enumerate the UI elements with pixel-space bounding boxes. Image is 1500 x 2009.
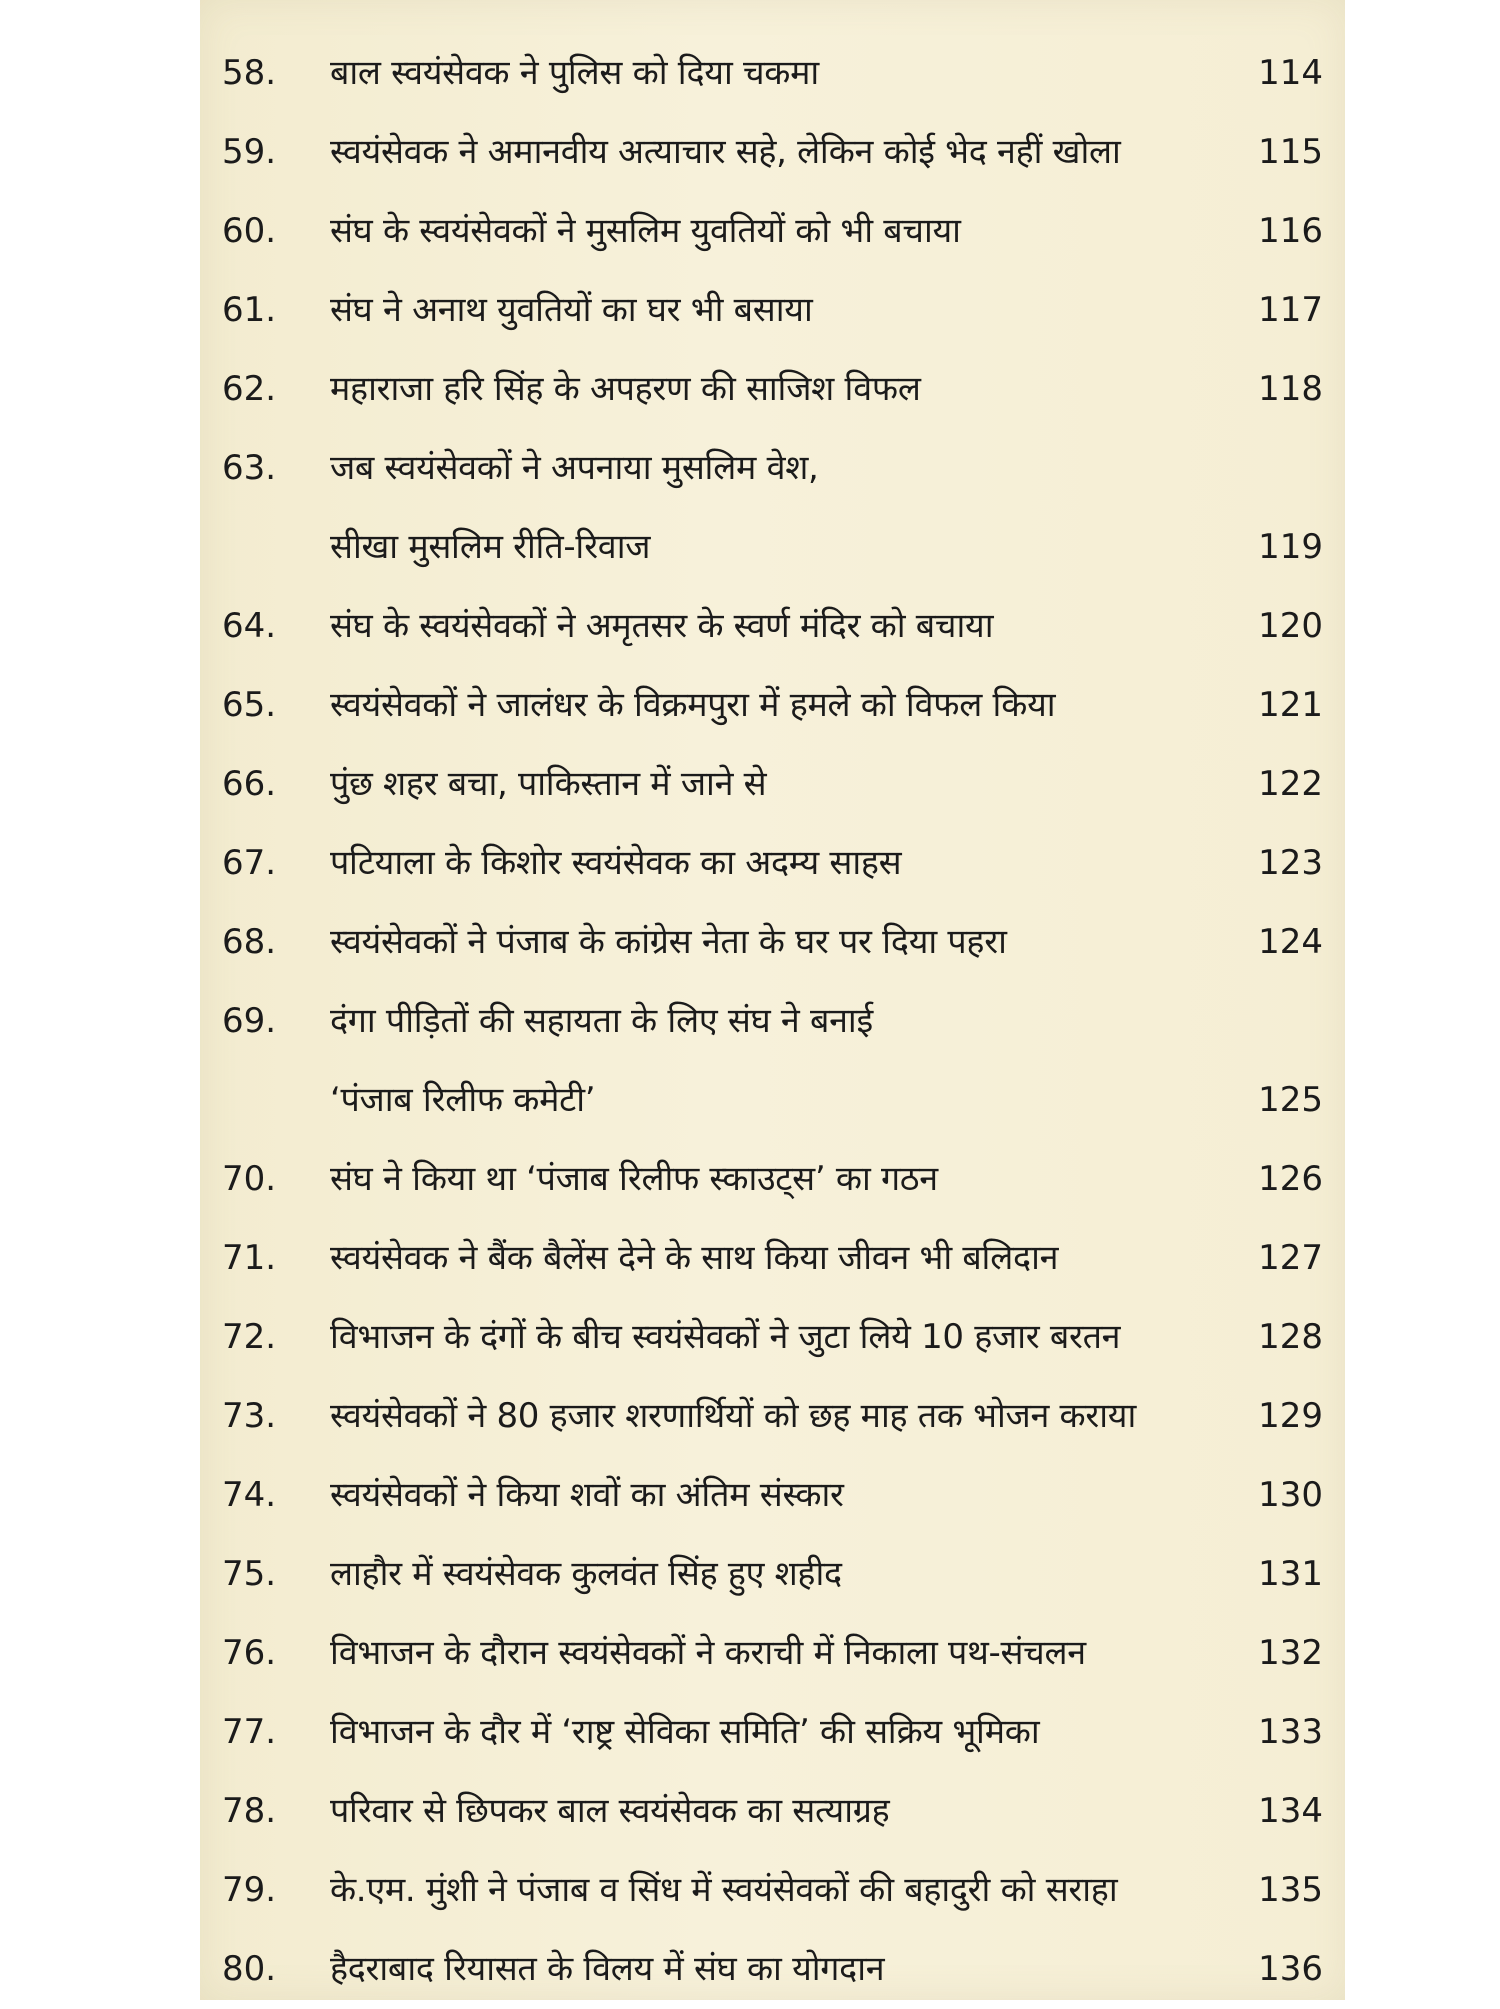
toc-entry [200, 1377, 1345, 1456]
toc-entry-title-line: दंगा पीड़ितों की सहायता के लिए संघ ने बनाई [330, 1001, 873, 1041]
toc-entry-page-number: 128 [1258, 1317, 1323, 1357]
toc-entry-page-number: 116 [1258, 211, 1323, 251]
toc-entry-title [330, 1219, 1233, 1298]
toc-entry [200, 1851, 1345, 1930]
toc-entry [200, 1456, 1345, 1535]
toc-entry-page-number: 129 [1258, 1396, 1323, 1436]
toc-entry-number: 79. [222, 1870, 277, 1910]
toc-entry-page-number: 118 [1258, 369, 1323, 409]
toc-entry-number: 68. [222, 922, 277, 962]
toc-entry-title [330, 1772, 1233, 1851]
toc-entry [200, 113, 1345, 192]
toc-entry-title [330, 429, 1233, 587]
toc-entry-page-number: 117 [1258, 290, 1323, 330]
toc-entry-title [330, 1851, 1233, 1930]
toc-entry-page-number: 133 [1258, 1712, 1323, 1752]
toc-entry-title [330, 1298, 1233, 1377]
toc-entry-title [330, 1930, 1233, 2009]
toc-entry-number: 62. [222, 369, 277, 409]
toc-entry [200, 982, 1345, 1140]
toc-entry-title [330, 1140, 1233, 1219]
toc-entry [200, 1219, 1345, 1298]
toc-entry-page-number: 124 [1258, 922, 1323, 962]
toc-entry-title [330, 982, 1233, 1140]
toc-entry-page-number: 123 [1258, 843, 1323, 883]
toc-entry-number: 66. [222, 764, 277, 804]
toc-entry-page-number: 131 [1258, 1554, 1323, 1594]
toc-entry-title-line: स्वयंसेवकों ने 80 हजार शरणार्थियों को छह माह तक भोजन कराया [330, 1396, 1136, 1436]
table-of-contents [200, 34, 1345, 2009]
book-page [200, 0, 1345, 2000]
toc-entry-title-line: संघ के स्वयंसेवकों ने अमृतसर के स्वर्ण मंदिर को बचाया [330, 606, 994, 646]
toc-entry-title [330, 1377, 1233, 1456]
toc-entry-title-line: सीखा मुसलिम रीति-रिवाज [330, 527, 651, 567]
toc-entry-page-number: 130 [1258, 1475, 1323, 1515]
toc-entry-number: 61. [222, 290, 277, 330]
toc-entry-title-line: पटियाला के किशोर स्वयंसेवक का अदम्य साहस [330, 843, 902, 883]
toc-entry-number: 71. [222, 1238, 277, 1278]
toc-entry-title-line: परिवार से छिपकर बाल स्वयंसेवक का सत्याग्रह [330, 1791, 890, 1831]
toc-entry-title-line: के.एम. मुंशी ने पंजाब व सिंध में स्वयंसेवकों की बहादुरी को सराहा [330, 1870, 1118, 1910]
toc-entry-title-line: बाल स्वयंसेवक ने पुलिस को दिया चकमा [330, 53, 819, 93]
toc-entry [200, 1930, 1345, 2009]
toc-entry-number: 78. [222, 1791, 277, 1831]
toc-entry-title [330, 1614, 1233, 1693]
toc-entry-title [330, 1535, 1233, 1614]
toc-entry-page-number: 134 [1258, 1791, 1323, 1831]
toc-entry-title [330, 824, 1233, 903]
toc-entry-number: 73. [222, 1396, 277, 1436]
toc-entry [200, 1772, 1345, 1851]
toc-entry-title-line: संघ के स्वयंसेवकों ने मुसलिम युवतियों को भी बचाया [330, 211, 961, 251]
toc-entry [200, 1140, 1345, 1219]
toc-entry [200, 666, 1345, 745]
toc-entry-title-line: स्वयंसेवक ने बैंक बैलेंस देने के साथ किया जीवन भी बलिदान [330, 1238, 1059, 1278]
toc-entry-page-number: 132 [1258, 1633, 1323, 1673]
toc-entry-page-number: 125 [1258, 1080, 1323, 1120]
toc-entry-title-line: विभाजन के दौरान स्वयंसेवकों ने कराची में निकाला पथ-संचलन [330, 1633, 1086, 1673]
toc-entry-title-line: संघ ने अनाथ युवतियों का घर भी बसाया [330, 290, 813, 330]
toc-entry-number: 64. [222, 606, 277, 646]
toc-entry-title [330, 1456, 1233, 1535]
toc-entry-page-number: 121 [1258, 685, 1323, 725]
toc-entry-page-number: 127 [1258, 1238, 1323, 1278]
toc-entry-title [330, 587, 1233, 666]
toc-entry-title-line: स्वयंसेवकों ने जालंधर के विक्रमपुरा में हमले को विफल किया [330, 685, 1056, 725]
toc-entry [200, 192, 1345, 271]
toc-entry-title [330, 666, 1233, 745]
toc-entry-number: 77. [222, 1712, 277, 1752]
toc-entry-number: 58. [222, 53, 277, 93]
toc-entry-page-number: 135 [1258, 1870, 1323, 1910]
toc-entry-number: 76. [222, 1633, 277, 1673]
toc-entry-title-line: स्वयंसेवक ने अमानवीय अत्याचार सहे, लेकिन कोई भेद नहीं खोला [330, 132, 1121, 172]
toc-entry-title-line: विभाजन के दंगों के बीच स्वयंसेवकों ने जुटा लिये 10 हजार बरतन [330, 1317, 1121, 1357]
toc-entry [200, 350, 1345, 429]
toc-entry [200, 824, 1345, 903]
toc-entry [200, 1614, 1345, 1693]
toc-entry [200, 903, 1345, 982]
toc-entry-number: 75. [222, 1554, 277, 1594]
toc-entry-page-number: 120 [1258, 606, 1323, 646]
toc-entry-number: 69. [222, 1001, 277, 1041]
toc-entry-page-number: 126 [1258, 1159, 1323, 1199]
toc-entry-title-line: स्वयंसेवकों ने पंजाब के कांग्रेस नेता के घर पर दिया पहरा [330, 922, 1007, 962]
toc-entry [200, 34, 1345, 113]
toc-entry-page-number: 119 [1258, 527, 1323, 567]
toc-entry-title-line: विभाजन के दौर में ‘राष्ट्र सेविका समिति’ की सक्रिय भूमिका [330, 1712, 1040, 1752]
toc-entry-title [330, 1693, 1233, 1772]
toc-entry-title [330, 745, 1233, 824]
toc-entry-page-number: 136 [1258, 1949, 1323, 1989]
toc-entry-title [330, 271, 1233, 350]
toc-entry-title [330, 903, 1233, 982]
toc-entry [200, 1298, 1345, 1377]
toc-entry-number: 65. [222, 685, 277, 725]
toc-entry-number: 60. [222, 211, 277, 251]
toc-entry-number: 59. [222, 132, 277, 172]
toc-entry-number: 63. [222, 448, 277, 488]
toc-entry-number: 80. [222, 1949, 277, 1989]
toc-entry-title [330, 113, 1233, 192]
toc-entry-page-number: 115 [1258, 132, 1323, 172]
toc-entry-title [330, 34, 1233, 113]
toc-entry [200, 429, 1345, 587]
toc-entry-title-line: लाहौर में स्वयंसेवक कुलवंत सिंह हुए शहीद [330, 1554, 842, 1594]
toc-entry-title [330, 350, 1233, 429]
toc-entry [200, 745, 1345, 824]
toc-entry-number: 74. [222, 1475, 277, 1515]
toc-entry-title-line: पुंछ शहर बचा, पाकिस्तान में जाने से [330, 764, 767, 804]
toc-entry-title-line: जब स्वयंसेवकों ने अपनाया मुसलिम वेश, [330, 448, 819, 488]
toc-entry-title [330, 192, 1233, 271]
toc-entry [200, 1693, 1345, 1772]
toc-entry-title-line: महाराजा हरि सिंह के अपहरण की साजिश विफल [330, 369, 921, 409]
toc-entry-title-line: हैदराबाद रियासत के विलय में संघ का योगदान [330, 1949, 885, 1989]
toc-entry [200, 587, 1345, 666]
toc-entry-title-line: स्वयंसेवकों ने किया शवों का अंतिम संस्कार [330, 1475, 844, 1515]
toc-entry-number: 67. [222, 843, 277, 883]
toc-entry-page-number: 122 [1258, 764, 1323, 804]
toc-entry-number: 70. [222, 1159, 277, 1199]
toc-entry [200, 1535, 1345, 1614]
toc-entry-page-number: 114 [1258, 53, 1323, 93]
toc-entry-number: 72. [222, 1317, 277, 1357]
toc-entry-title-line: संघ ने किया था ‘पंजाब रिलीफ स्काउट्स’ का गठन [330, 1159, 938, 1199]
toc-entry [200, 271, 1345, 350]
toc-entry-title-line: ‘पंजाब रिलीफ कमेटी’ [330, 1080, 596, 1120]
